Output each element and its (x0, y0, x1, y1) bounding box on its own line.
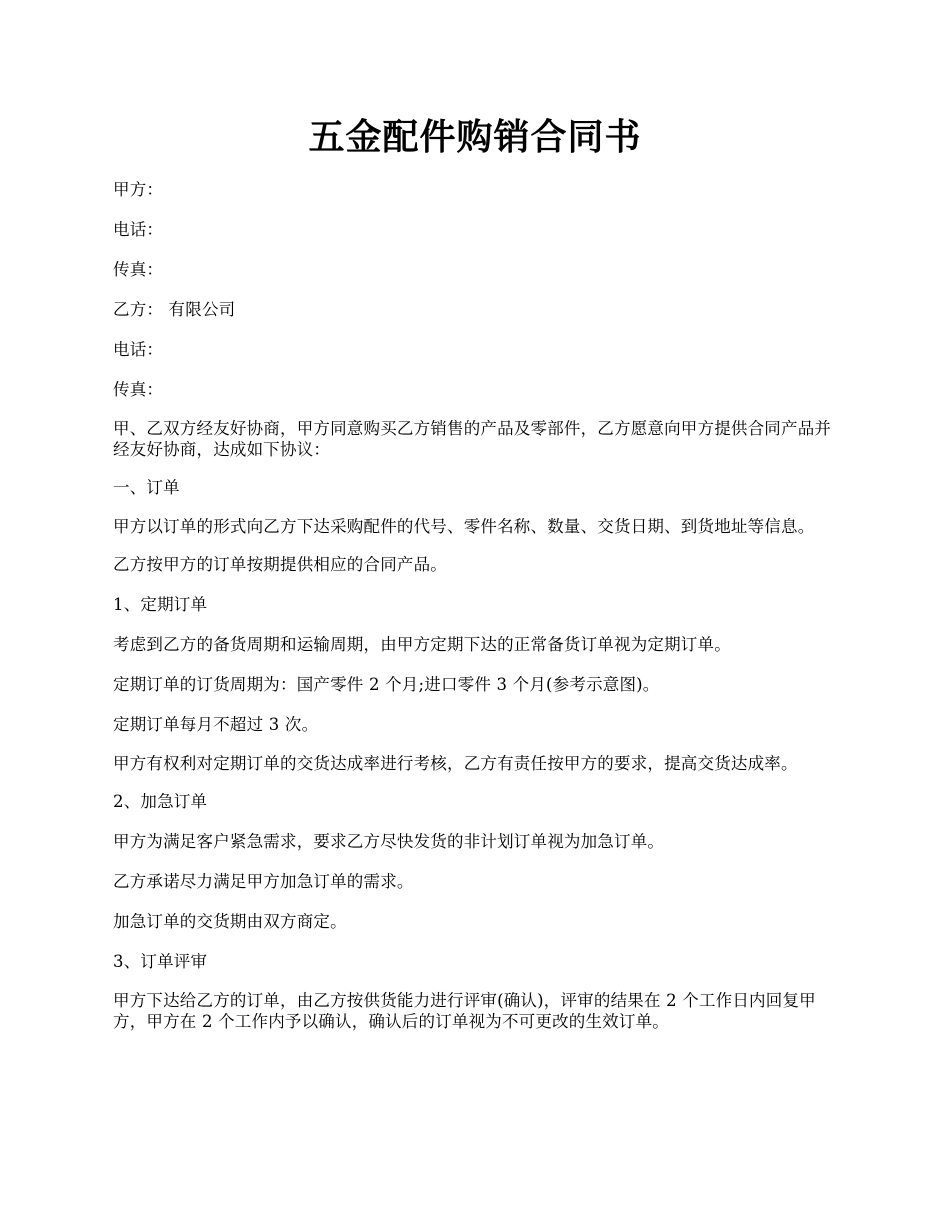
urgent-orders-paragraph-2: 乙方承诺尽力满足甲方加急订单的需求。 (113, 872, 414, 891)
party-b-fax-line: 传真： (113, 380, 164, 399)
regular-orders-paragraph-4: 甲方有权利对定期订单的交货达成率进行考核，乙方有责任按甲方的要求，提高交货达成率。 (113, 754, 798, 773)
regular-orders-paragraph-2: 定期订单的订货周期为：国产零件 2 个月;进口零件 3 个月(参考示意图)。 (113, 675, 660, 694)
document-title: 五金配件购销合同书 (308, 116, 642, 158)
regular-orders-paragraph-1: 考虑到乙方的备货周期和运输周期，由甲方定期下达的正常备货订单视为定期订单。 (113, 635, 731, 654)
order-review-paragraph: 甲方下达给乙方的订单，由乙方按供货能力进行评审(确认)，评审的结果在 2 个工作日内回复甲方，甲方在 2 个工作内予以确认，确认后的订单视为不可更改的生效订单。 (113, 991, 816, 1031)
urgent-orders-paragraph-3: 加急订单的交货期由双方商定。 (113, 912, 347, 931)
party-b-line: 乙方： 有限公司 (113, 300, 236, 319)
subheading-regular-orders: 1、定期订单 (113, 595, 208, 614)
document-body (113, 178, 843, 1048)
orders-paragraph-1: 甲方以订单的形式向乙方下达采购配件的代号、零件名称、数量、交货日期、到货地址等信息。 (113, 517, 815, 536)
subheading-order-review: 3、订单评审 (113, 952, 208, 971)
regular-orders-paragraph-3: 定期订单每月不超过 3 次。 (113, 715, 319, 734)
party-a-phone-line: 电话： (113, 220, 164, 239)
party-b-phone-line: 电话： (113, 340, 164, 359)
orders-paragraph-2: 乙方按甲方的订单按期提供相应的合同产品。 (113, 555, 447, 574)
party-a-fax-line: 传真： (113, 260, 164, 279)
party-a-line: 甲方： (113, 180, 164, 199)
subheading-urgent-orders: 2、加急订单 (113, 792, 208, 811)
section-heading-orders: 一、订单 (113, 478, 180, 497)
preamble-paragraph: 甲、乙双方经友好协商，甲方同意购买乙方销售的产品及零部件，乙方愿意向甲方提供合同产品并经友好协商，达成如下协议： (113, 419, 832, 459)
urgent-orders-paragraph-1: 甲方为满足客户紧急需求，要求乙方尽快发货的非计划订单视为加急订单。 (113, 832, 665, 851)
